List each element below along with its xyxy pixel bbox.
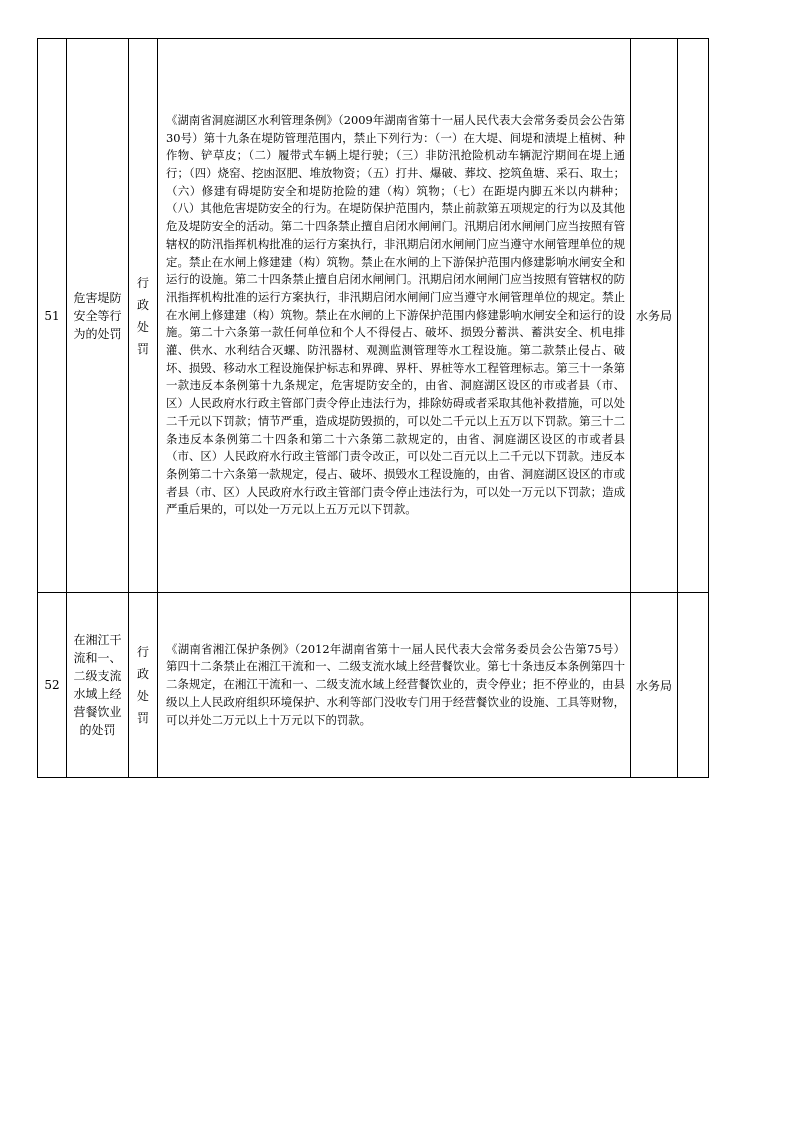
category-char: 行	[136, 275, 149, 290]
table-row	[38, 39, 709, 593]
legal-basis	[158, 39, 631, 593]
department: 水务局	[631, 39, 678, 593]
legal-basis	[158, 593, 631, 778]
item-category	[129, 39, 158, 593]
remark	[678, 593, 709, 778]
category-char: 政	[136, 667, 149, 681]
row-number: 51	[38, 39, 67, 593]
legal-basis-text: 《湖南省湘江保护条例》（2012年湖南省第十一届人民代表大会常务委员会公告第75号）第四十二条禁止在湘江干流和一、二级支流水域上经营餐饮业。第七十条违反本条例第四十二条规定，在湘江干流和一、二级支流水域上经营餐饮业的，责令停业；拒不停业的，由县级以上人民政府组织环境保护、水利等部门没收专门用于经营餐饮业的设施、工具等财物，可以并处二万元以上十万元以下的罚款。	[166, 641, 625, 727]
item-name: 危害堤防安全等行为的处罚	[67, 39, 129, 593]
remark	[678, 39, 709, 593]
item-name: 在湘江干流和一、二级支流水域上经营餐饮业的处罚	[67, 593, 129, 778]
category-char: 处	[136, 689, 149, 703]
category-char: 罚	[136, 711, 149, 725]
category-char: 政	[136, 297, 149, 312]
category-char: 行	[136, 645, 149, 659]
enforcement-items-table	[37, 38, 709, 778]
category-char: 罚	[136, 341, 149, 356]
department: 水务局	[631, 593, 678, 778]
row-number: 52	[38, 593, 67, 778]
category-char: 处	[136, 319, 149, 334]
item-category	[129, 593, 158, 778]
legal-basis-text: 《湖南省洞庭湖区水利管理条例》（2009年湖南省第十一届人民代表大会常务委员会公告第30号）第十九条在堤防管理范围内，禁止下列行为：（一）在大堤、间堤和渍堤上植树、种作物、铲草皮；（二）履带式车辆上堤行驶；（三）非防汛抢险机动车辆泥泞期间在堤上通行；（四）烧窑、挖凼沤肥、堆放物资；（五）打井、爆破、葬坟、挖筑鱼塘、采石、取土；（六）修建有碍堤防安全和堤防抢险的建（构）筑物；（七）在距堤内脚五米以内耕种；（八）其他危害堤防安全的行为。在堤防保护范围内，禁止前款第五项规定的行为以及其他危及堤防安全的活动。第二十四条禁止擅自启闭水闸闸门。汛期启闭水闸闸门应当按照有管辖权的防汛指挥机构批准的运行方案执行，非汛期启闭水闸闸门应当遵守水闸管理单位的规定。禁止在水闸上修建建（构）筑物。禁止在水闸的上下游保护范围内修建影响水闸安全和运行的设施。第二十四条禁止擅自启闭水闸闸门。汛期启闭水闸闸门应当按照有管辖权的防汛指挥机构批准的运行方案执行，非汛期启闭水闸闸门应当遵守水闸管理单位的规定。禁止在水闸上修建建（构）筑物。禁止在水闸的上下游保护范围内修建影响水闸安全和运行的设施。第二十六条第一款任何单位和个人不得侵占、破坏、损毁分蓄洪、蓄洪安全、机电排灌、供水、水利结合灭螺、防汛器材、观测监测管理等水工程设施。第二款禁止侵占、破坏、损毁、移动水工程设施保护标志和界碑、界杆、界桩等水工程管理标志。第三十一条第一款违反本条例第十九条规定，危害堤防安全的，由省、洞庭湖区设区的市或者县（市、区）人民政府水行政主管部门责令停止违法行为，排除妨碍或者采取其他补救措施，可以处二千元以下罚款；情节严重，造成堤防毁损的，可以处二千元以上五万以下罚款。第三十二条违反本条例第二十四条和第二十六条第二款规定的，由省、洞庭湖区设区的市或者县（市、区）人民政府水行政主管部门责令改正，可以处二百元以上二千元以下罚款。违反本条例第二十六条第一款规定，侵占、破坏、损毁水工程设施的，由省、洞庭湖区设区的市或者县（市、区）人民政府水行政主管部门责令停止违法行为，可以处一万元以下罚款；造成严重后果的，可以处一万元以上五万元以下罚款。	[166, 112, 625, 517]
table-row	[38, 593, 709, 778]
